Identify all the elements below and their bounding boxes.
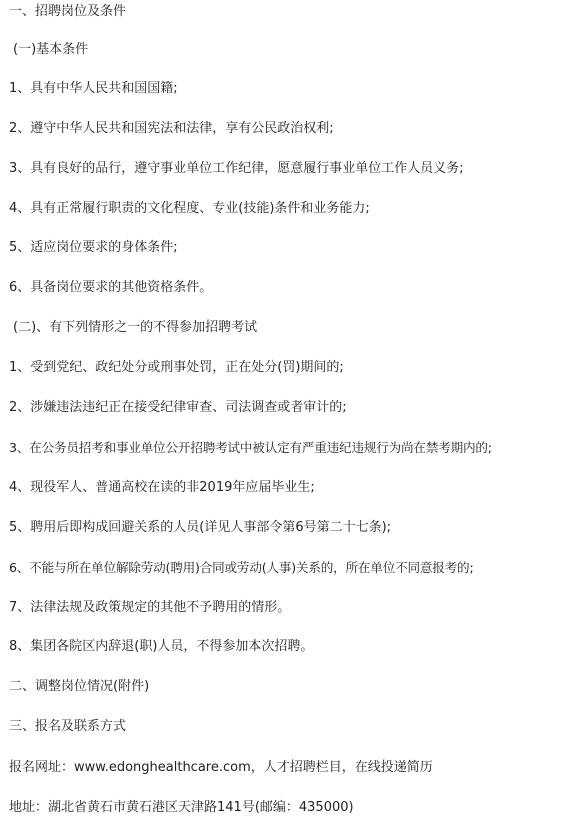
registration-website-text: 报名网址：www.edonghealthcare.com，人才招聘栏目，在线投递简历 (9, 760, 433, 775)
exclusion-item-6: 6、不能与所在单位解除劳动(聘用)合同或劳动(人事)关系的，所在单位不同意报考的; (9, 560, 474, 575)
exclusion-item-7: 7、法律法规及政策规定的其他不予聘用的情形。 (9, 600, 291, 615)
exclusion-item-5: 5、聘用后即构成回避关系的人员(详见人事部令第6号第二十七条); (9, 520, 392, 535)
basic-condition-item-1: 1、具有中华人民共和国国籍; (9, 81, 178, 96)
section-heading-registration-contact: 三、报名及联系方式 (9, 719, 127, 734)
basic-condition-item-2: 2、遵守中华人民共和国宪法和法律，享有公民政治权利; (9, 121, 334, 136)
exclusion-item-1: 1、受到党纪、政纪处分或刑事处罚，正在处分(罚)期间的; (9, 360, 344, 375)
exclusion-item-3: 3、在公务员招考和事业单位公开招聘考试中被认定有严重违纪违规行为尚在禁考期内的; (9, 440, 492, 455)
basic-condition-item-4: 4、具有正常履行职责的文化程度、专业(技能)条件和业务能力; (9, 201, 370, 216)
basic-condition-item-3: 3、具有良好的品行，遵守事业单位工作纪律，愿意履行事业单位工作人员义务; (9, 161, 464, 176)
section-heading-adjusted-positions: 二、调整岗位情况(附件) (9, 679, 150, 694)
exclusion-item-4: 4、现役军人、普通高校在读的非2019年应届毕业生; (9, 480, 315, 495)
subsection-heading-basic-conditions: (一)基本条件 (13, 42, 89, 57)
subsection-heading-exclusions: (二)、有下列情形之一的不得参加招聘考试 (13, 320, 258, 335)
basic-condition-item-5: 5、适应岗位要求的身体条件; (9, 240, 178, 255)
address-text: 地址：湖北省黄石市黄石港区天津路141号(邮编：435000) (9, 800, 354, 815)
section-heading-recruitment-positions: 一、招聘岗位及条件 (9, 4, 127, 19)
exclusion-item-2: 2、涉嫌违法违纪正在接受纪律审查、司法调查或者审计的; (9, 400, 347, 415)
exclusion-item-8: 8、集团各院区内辞退(职)人员，不得参加本次招聘。 (9, 639, 314, 654)
basic-condition-item-6: 6、具备岗位要求的其他资格条件。 (9, 280, 213, 295)
